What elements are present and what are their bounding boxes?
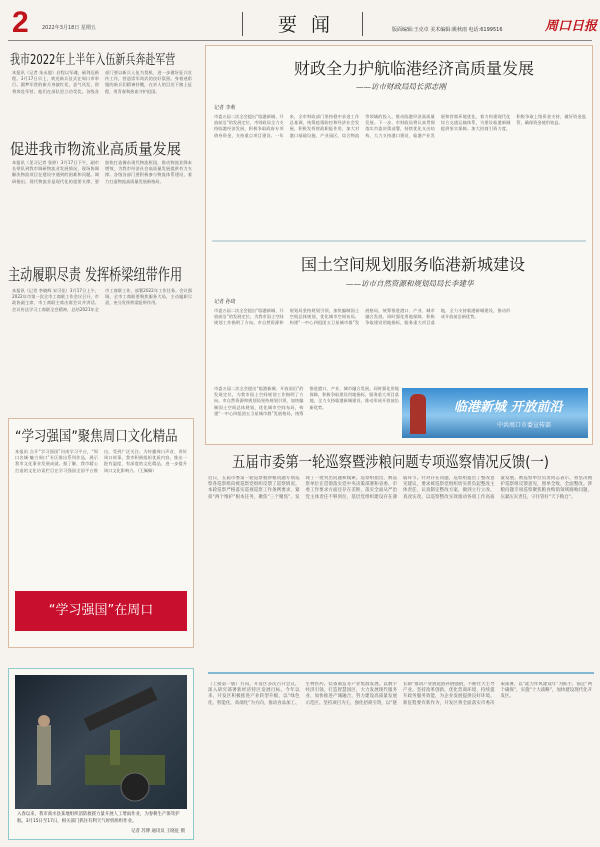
- article-subtitle: ——访市财政局局长郭志刚: [356, 82, 446, 91]
- section-rule: [208, 672, 594, 674]
- article-headline: “学习强国”聚焦周口文化精品: [15, 429, 178, 445]
- article-body: 本报讯（记者 朱永超）启程以军魂，砺剑迈新程。3月17日早上，欢送新兵仪式在周口市举行。圆梦军营的新兵身披红花，意气风发，即将奔赴军营。他们在部队里立功受奖。各级各部门要以新兵入伍为契机，进一步做好征兵宣传工作，营造崇军尚武的良好氛围。身着迷彩服的新兵们精神抖擞，在亲人的目送下踏上征程，用青春和热血守护祖国。: [12, 70, 192, 94]
- promo-slogan: 临港新城 开放前沿: [454, 400, 563, 415]
- masthead-rule: [8, 40, 592, 41]
- news-photo: [15, 675, 187, 809]
- article-body: 市委五届二次全会提出“临港新城、开放前沿”的发展定位，市财政局全力支持临港经济发展，积极争取政府专项债券资金，支持重点项目建设。一年来，全市财政部门坚持稳中求进工作总基调，统筹疫情防控和经济社会发展，积极发挥财政职能作用，加大对港口基础设施、产业园区、综合物流等领域的投入，推动临港经济高质量发展。下一步，市财政局将认真贯彻落实市委决策部署，持续优化支出结构，大力支持港口建设、临港产业发展和营商环境优化，着力构建现代化综合交通运输体系，为建设临港新城提供坚实保障。加大招商引资力度，积极争取上级资金支持，做好资金监管，确保资金使用效益。: [214, 114, 586, 138]
- section-title: 要闻: [278, 14, 345, 36]
- lighthouse-icon: [410, 394, 426, 434]
- article-headline: 国土空间规划服务临港新城建设: [301, 255, 526, 274]
- article-body: 本报讯（见习记者 张婷）3月17日下午，副市长带队到我市调研物流业发展情况，现场协调解决物流项目在建设中遇到的困难和问题。调研指出，现代物流业是现代化的重要支撑，要加快打造豫东现代物流枢纽，推动物流业降本增效，为我市经济社会高质量发展提供有力支撑。各级各部门要积极参与物流体系建设，着力打造物流高质量发展新格局。: [12, 160, 192, 184]
- promo-sub: 中共周口市委宣传部: [497, 422, 552, 429]
- divider: [362, 12, 363, 36]
- article-headline: 主动履职尽责 发挥桥梁纽带作用: [8, 265, 183, 284]
- article-subtitle: ——访市自然资源和规划局局长李建华: [346, 279, 474, 288]
- newspaper-logo: 周口日报: [545, 19, 598, 34]
- article-headline: 促进我市物流业高质量发展: [10, 140, 182, 158]
- editors-line: 版面编辑:王克卓 美术编辑:姚秋雨 电话:6199516: [392, 27, 503, 33]
- feature-box: [205, 45, 593, 445]
- article-body: 市委五届二次全会提出“临港新城、开放前沿”的发展定位，为我市国土空间规划工作指明了方向。市自然资源和规划局坚持规划引领，加快编制国土空间总体规划，优化城市空间布局，构建“一中心四组团五卫星城市群”发展格局，统筹推进港口、产业、城市融合发展。同时强化用地保障，积极争取建设用地指标，服务重大项目落地，全力支持临港新城建设，推动形成开放前沿新优势。: [214, 386, 399, 416]
- article-headline: 财政全力护航临港经济高质量发展: [294, 59, 535, 78]
- issue-date: 2022年3月18日 星期五: [42, 25, 96, 31]
- article-body: 市委五届二次全会提出“临港新城、开放前沿”的发展定位，为我市国土空间规划工作指明了方向。市自然资源和规划局坚持规划引领，加快编制国土空间总体规划，优化城市空间布局，构建“一中心四组团五卫星城市群”发展格局，统筹推进港口、产业、城市融合发展。同时强化用地保障，积极争取建设用地指标，服务重大项目落地，全力支持临港新城建设，推动形成开放前沿新优势。: [214, 308, 511, 326]
- byline: 记者 李莉: [214, 105, 236, 111]
- article-headline: 五届市委第一轮巡察暨涉粮问题专项巡察情况反馈(一): [232, 453, 550, 471]
- rain-cannon-photo: [15, 675, 187, 809]
- promo-image: [402, 388, 588, 438]
- article-body: 本报讯 点开“学习强国”河南学习平台，“周口名城·魅力周口”专区推出系列作品，展示我市文化事业发展成就。据了解，我市精心打造的文化访谈栏目在学习强国全国平台推出，受到广泛关注。为传播周口声音、讲好周口故事，我市积极组织优质内容，推出一批有温度、有深度的文化精品，进一步提升周口文化影响力。（王佩佩）: [15, 449, 187, 473]
- continued-article-body: （上接第一版）方向，开发区多次召开会议，深入研究部署新经济特区发展目标。今年以来，开发区积极推进产业转型升级，以“绿色化、智能化、高端化”为方向，推动食品加工、生物医药、装备制造等产业集群发展。以数字经济引领，打造智慧园区，大力发展现代服务业，加快推进产城融合，努力建设高质量发展示范区。坚持项目为王，强化招商引资，以“链长制”推动产业链延链补链强链，不断壮大主导产业。坚持改革创新，优化营商环境，持续提升政务服务效能，为企业发展提供良好环境。新征程要有新作为，开发区将全面落实市委决策部署，以“能力作风建设年”为抓手，锚定“两个确保”，实施“十大战略”，加快建设现代化开发区。: [208, 682, 592, 706]
- study-box: [8, 418, 194, 648]
- page-number: 2: [12, 6, 29, 39]
- photo-credit: 记者 苏傅 通讯员 王晓征 摄: [131, 829, 185, 834]
- divider: [242, 12, 243, 36]
- article-headline: 我市2022年上半年入伍新兵奔赴军营: [10, 52, 176, 68]
- study-banner[interactable]: “学习强国”在周口: [15, 591, 187, 631]
- section-rule: [212, 240, 586, 242]
- article-body: 近日，五届市委第一轮巡察暨涉粮问题专项巡察各巡察组向被巡察党组织反馈了巡察情况。本轮巡察严格落实巡视巡察工作条例要求，紧扣“两个维护”根本任务，聚焦“三个聚焦”，发现了一批突出问题和线索。巡察组指出，被巡察单位在贯彻落实党中央决策部署和省委、市委工作要求方面还存在差距，落实全面从严治党主体责任不够到位，基层党组织建设存在薄弱环节。针对存在问题，巡察组提出了整改意见建议，要求被巡察党组织切实担负起整改主体责任，认真制定整改方案，做到立行立改、真改实改，以巡察整改实效推动各项工作高质量发展。被巡察单位负责同志表示，将坚决拥护巡察组反馈意见，照单全收，全面整改。涉粮问题专项巡察聚焦粮食购销领域腐败问题，压紧压实责任，守住管好“天下粮仓”。: [208, 476, 592, 500]
- photo-caption: 入春以来，我市商水县某地组织消防救援力量开展人工增雨作业，为春耕生产保驾护航。3月15日至17日，相关部门抓住有利天气时机组织作业。: [17, 812, 180, 824]
- byline: 记者 孙琦: [214, 299, 236, 305]
- article-body: 本报讯（记者 李晓辉 宋可佳）3月17日上午，2022年市第一次全市工商联工作会议召开，市政协副主席、市工商联主席出席会议并讲话。会议传达学习工商联全会精神，总结2021年全市工商联工作，部署2022年工作任务。会议强调，全市工商联要聚焦服务大局，主动履职尽责，充分发挥桥梁纽带作用。: [12, 288, 192, 312]
- photo-box: [8, 668, 194, 840]
